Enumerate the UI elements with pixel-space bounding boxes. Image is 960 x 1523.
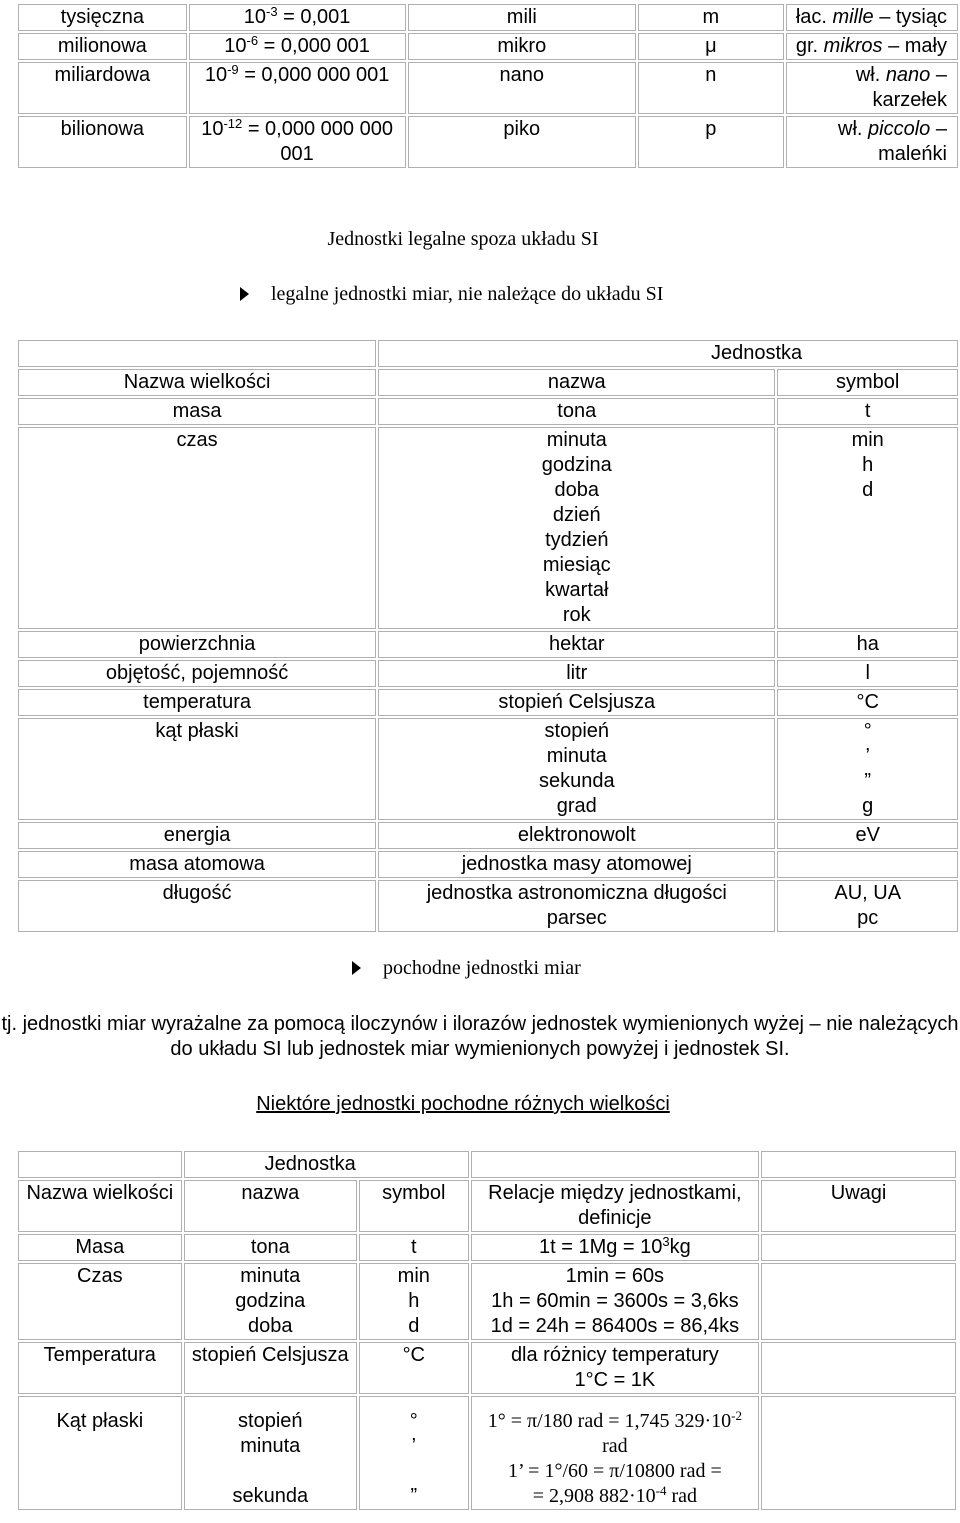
legal-unit-symbols: ° ’ ” g [777, 718, 958, 820]
legal-unit-symbols: l [777, 660, 958, 687]
derived-relations [471, 1396, 760, 1510]
legal-unit-row [18, 851, 958, 878]
prefix-symbol: n [638, 62, 784, 114]
legal-unit-symbols: t [777, 398, 958, 425]
derived-symbol: t [359, 1234, 469, 1261]
legal-header-row-2 [18, 369, 958, 396]
derived-header-name: nazwa [184, 1180, 357, 1232]
legal-unit-symbols [777, 851, 958, 878]
prefix-power: $10^{-3} = 0,001$ [189, 4, 406, 31]
prefix-power: $10^{-9} = 0,000$ 000 001 [189, 62, 406, 114]
legal-unit-row [18, 427, 958, 629]
legal-unit-symbols: eV [777, 822, 958, 849]
section-title: Jednostki legalne spoza układu SI [327, 228, 599, 250]
derived-row-kat [18, 1396, 956, 1510]
prefix-symbol: p [638, 116, 784, 168]
derived-units-heading [0, 1093, 926, 1116]
derived-row-temperatura [18, 1342, 956, 1394]
derived-row-masa [18, 1234, 956, 1261]
legal-header-symbol: symbol [777, 369, 958, 396]
prefix-fraction-name: miliardowa [18, 62, 187, 114]
derived-relations: 1min = 60s 1h = 60min = 3600s = 3,6ks 1d = 24h = 86400s = 86,4ks [471, 1263, 760, 1340]
derived-name: tona [184, 1234, 357, 1261]
derived-quantity: Czas [18, 1263, 182, 1340]
prefix-table [16, 2, 960, 170]
prefix-origin: wł. piccolo – maleńki [786, 116, 958, 168]
legal-quantity: długość [18, 880, 376, 932]
legal-unit-names: tona [378, 398, 775, 425]
derived-header-row-2 [18, 1180, 956, 1232]
legal-units-table [16, 338, 960, 934]
legal-unit-names: jednostka astronomiczna długości parsec [378, 880, 775, 932]
derived-names: stopień minuta sekunda [184, 1396, 357, 1510]
legal-quantity: energia [18, 822, 376, 849]
legal-header-empty [18, 340, 376, 367]
legal-header-row-1 [18, 340, 958, 367]
prefix-row [18, 4, 958, 31]
legal-unit-symbols: °C [777, 689, 958, 716]
derived-header-unit: Jednostka [184, 1151, 469, 1178]
prefix-fraction-name: milionowa [18, 33, 187, 60]
prefix-name: mili [408, 4, 637, 31]
bullet-derived-units-text: pochodne jednostki miar [383, 957, 581, 979]
legal-unit-row [18, 880, 958, 932]
legal-unit-names: stopień Celsjusza [378, 689, 775, 716]
legal-unit-row [18, 398, 958, 425]
legal-unit-names: hektar [378, 631, 775, 658]
relation-minute-value: = 2,908 $882\cdot 10^{-4}$ rad [532, 1483, 698, 1507]
bullet-legal-units [240, 283, 663, 306]
prefix-symbol: m [638, 4, 784, 31]
legal-unit-row [18, 660, 958, 687]
prefix-row [18, 62, 958, 114]
prefix-fraction-name: bilionowa [18, 116, 187, 168]
legal-quantity: masa [18, 398, 376, 425]
derived-row-czas [18, 1263, 956, 1340]
derived-header-empty-2 [471, 1151, 760, 1178]
prefix-origin: łac. mille – tysiąc [786, 4, 958, 31]
legal-header-name: nazwa [378, 369, 775, 396]
legal-header-unit: Jednostka [378, 340, 958, 367]
prefix-power: $10^{-12} = 0,000$ 000 000 001 [189, 116, 406, 168]
prefix-symbol: μ [638, 33, 784, 60]
legal-unit-symbols: min h d [777, 427, 958, 629]
legal-quantity: kąt płaski [18, 718, 376, 820]
prefix-row [18, 116, 958, 168]
legal-unit-names: litr [378, 660, 775, 687]
derived-notes [761, 1263, 956, 1340]
prefix-power: $10^{-6} = 0,000$ 001 [189, 33, 406, 60]
derived-relation: $1t = 1Mg = 10^3kg$ [471, 1234, 760, 1261]
derived-header-relation: Relacje między jednostkami, definicje [471, 1180, 760, 1232]
prefix-name: mikro [408, 33, 637, 60]
derived-symbols: ° ’ ” [359, 1396, 469, 1510]
relation-degree: 1° = π/180 rad = 1,745 $329\cdot 10^{-2}$ [487, 1408, 742, 1432]
prefix-name: piko [408, 116, 637, 168]
bullet-legal-units-text: legalne jednostki miar, nie należące do układu SI [271, 283, 664, 305]
legal-quantity: objętość, pojemność [18, 660, 376, 687]
derived-relation: dla różnicy temperatury 1°C = 1K [471, 1342, 760, 1394]
derived-symbols: min h d [359, 1263, 469, 1340]
derived-header-empty [18, 1151, 182, 1178]
derived-units-table [16, 1149, 958, 1512]
derived-units-description: tj. jednostki miar wyrażalne za pomocą iloczynów i ilorazów jednostek wymienionych wyżej – nie należących do układu SI lub jednostek miar wymienionych powyżej i jednostek SI. [1, 1013, 959, 1060]
derived-notes [761, 1342, 956, 1394]
derived-header-row-1 [18, 1151, 956, 1178]
derived-name: stopień Celsjusza [184, 1342, 357, 1394]
derived-header-notes: Uwagi [761, 1180, 956, 1232]
prefix-origin: gr. mikros – mały [786, 33, 958, 60]
derived-quantity: Kąt płaski [18, 1396, 182, 1510]
derived-quantity: Temperatura [18, 1342, 182, 1394]
derived-header-empty-3 [761, 1151, 956, 1178]
derived-notes [761, 1234, 956, 1261]
triangle-bullet-icon [240, 287, 249, 301]
prefix-name: nano [408, 62, 637, 114]
legal-unit-names: jednostka masy atomowej [378, 851, 775, 878]
prefix-fraction-name: tysięczna [18, 4, 187, 31]
relation-degree-unit: rad [602, 1435, 628, 1457]
legal-unit-names: stopień minuta sekunda grad [378, 718, 775, 820]
legal-unit-symbols: ha [777, 631, 958, 658]
legal-unit-symbols: AU, UA pc [777, 880, 958, 932]
bullet-derived-units [352, 957, 581, 980]
derived-header-symbol: symbol [359, 1180, 469, 1232]
prefix-origin: wł. nano – karzełek [786, 62, 958, 114]
legal-quantity: masa atomowa [18, 851, 376, 878]
derived-header-quantity: Nazwa wielkości [18, 1180, 182, 1232]
prefix-row [18, 33, 958, 60]
legal-unit-names: minuta godzina doba dzień tydzień miesiąc kwartał rok [378, 427, 775, 629]
legal-unit-names: elektronowolt [378, 822, 775, 849]
derived-notes [761, 1396, 956, 1510]
legal-unit-row [18, 631, 958, 658]
legal-unit-row [18, 718, 958, 820]
legal-quantity: temperatura [18, 689, 376, 716]
legal-unit-row [18, 689, 958, 716]
legal-quantity: czas [18, 427, 376, 629]
derived-quantity: Masa [18, 1234, 182, 1261]
derived-units-heading-text: Niektóre jednostki pochodne różnych wielkości [256, 1093, 670, 1115]
legal-quantity: powierzchnia [18, 631, 376, 658]
derived-symbol: °C [359, 1342, 469, 1394]
triangle-bullet-icon [352, 961, 361, 975]
relation-minute: 1’ = 1°/60 = π/10800 rad = [507, 1460, 722, 1482]
legal-unit-row [18, 822, 958, 849]
derived-names: minuta godzina doba [184, 1263, 357, 1340]
legal-header-quantity: Nazwa wielkości [18, 369, 376, 396]
